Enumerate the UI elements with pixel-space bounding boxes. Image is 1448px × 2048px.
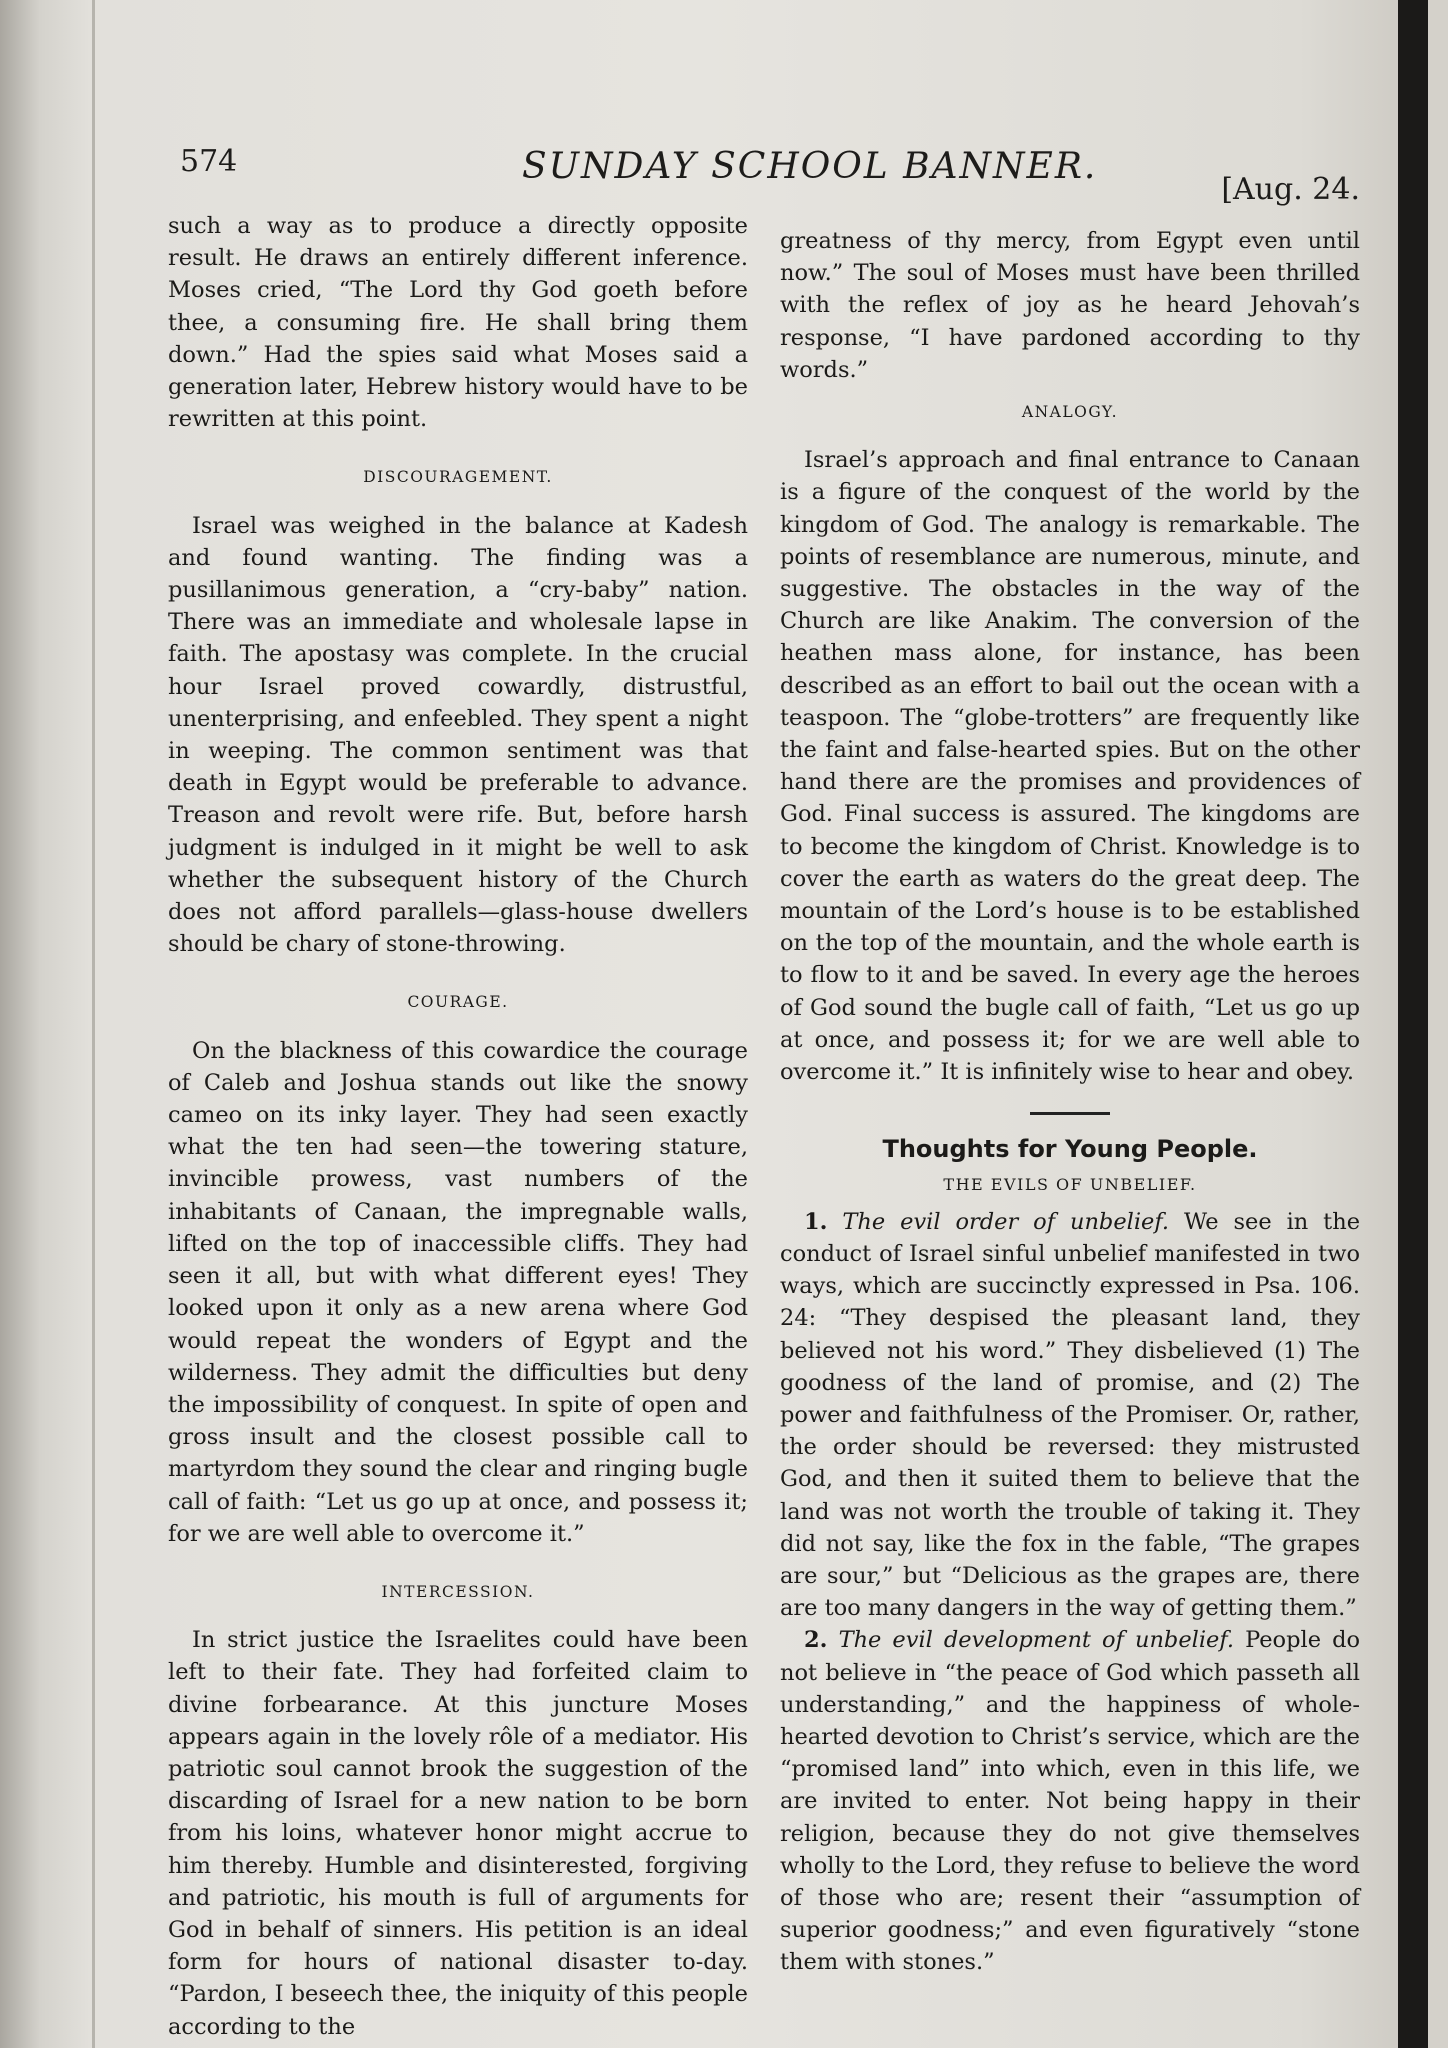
item-title: The evil development of unbelief. [838,1627,1235,1654]
page-header [180,138,1360,207]
item-number: 2. [804,1627,828,1654]
numbered-item-1 [780,1206,1360,1625]
intro-paragraph: such a way as to produce a directly opposite result. He draws an entirely different inference. Moses cried, “The Lord thy God goeth before thee, a consuming fire. He shall bring them down.” Had the spies said what Moses said a generation later, Hebrew history would have to be rewritten at this point. [168,213,748,433]
left-column [168,210,748,2043]
item-text: We see in the conduct of Israel sinful unbelief manifested in two ways, which are succinctly expressed in Psa. 106. 24: “They despised the pleasant land, they believed not his word.” They disbelieved (1) The goodness of the land of promise, and (2) The power and faithfulness of the Promiser. Or, rather, the order should be reversed: they mistrusted God, and then it suited them to believe that the land was not worth the trouble of taking it. They did not say, like the fox in the fable, “The grapes are sour,” but “Delicious as the grapes are, there are too many dangers in the way of getting them.” [780,1208,1361,1622]
right-column [780,225,1360,1979]
page-edge-shadow [92,0,95,2048]
item-title: The evil order of unbelief. [842,1208,1170,1235]
book-spine [1398,0,1428,2048]
courage-heading: COURAGE. [407,993,509,1012]
discouragement-heading: DISCOURAGEMENT. [363,468,553,487]
discouragement-paragraph: Israel was weighed in the balance at Kadesh and found wanting. The finding was a pusillanimous generation, a “cry-baby” nation. There was an immediate and wholesale lapse in faith. The apostasy was complete. In the crucial hour Israel proved cowardly, distrustful, unenterprising, and enfeebled. They spent a night in weeping. The common sentiment was that death in Egypt would be preferable to advance. Treason and revolt were rife. But, before harsh judgment is indulged in it might be well to ask whether the subsequent history of the Church does not afford parallels—glass-house dwellers should be chary of stone-throwing. [168,512,748,958]
adjacent-page-edge [1428,0,1448,2048]
feature-subtitle: THE EVILS OF UNBELIEF. [943,1175,1197,1195]
numbered-item-2 [780,1624,1360,1978]
intercession-heading: INTERCESSION. [381,1582,535,1601]
section-divider [1030,1112,1110,1115]
issue-date: [Aug. 24. [1221,172,1360,207]
analogy-heading: ANALOGY. [1021,403,1119,422]
item-text: People do not believe in “the peace of God which passeth all understanding,” and the happiness of whole-hearted devotion to Christ’s service, which are the “promised land” into which, even in this life, we are invited to enter. Not being happy in their religion, because they do not give themselves wholly to the Lord, they refuse to believe the word of those who are; resent their “assumption of superior goodness;” and even figuratively “stone them with stones.” [780,1627,1361,1976]
running-title: SUNDAY SCHOOL BANNER. [522,146,1098,187]
intercession-paragraph: In strict justice the Israelites could have been left to their fate. They had forfeited claim to divine forbearance. At this juncture Moses appears again in the lovely rôle of a mediator. His patriotic soul cannot brook the suggestion of the discarding of Israel for a new nation to be born from his loins, whatever honor might accrue to him thereby. Humble and disinterested, forgiving and patriotic, his mouth is full of arguments for God in behalf of sinners. His petition is an ideal form for hours of national disaster to-day. “Pardon, I beseech thee, the iniquity of this people according to the [168,1627,748,2040]
courage-paragraph: On the blackness of this cowardice the courage of Caleb and Joshua stands out like the snowy cameo on its inky layer. They had seen exactly what the ten had seen—the towering stature, invincible prowess, vast numbers of the inhabitants of Canaan, the impregnable walls, lifted on the top of inaccessible cliffs. They had seen it all, but with what different eyes! They looked upon it only as a new arena where God would repeat the wonders of Egypt and the wilderness. They admit the difficulties but deny the impossibility of conquest. In spite of open and gross insult and the closest possible call to martyrdom they sound the clear and ringing bugle call of faith: “Let us go up at once, and possess it; for we are well able to overcome it.” [168,1037,748,1547]
item-number: 1. [804,1208,828,1235]
continuation-paragraph: greatness of thy mercy, from Egypt even until now.” The soul of Moses must have been thrilled with the reflex of joy as he heard Jehovah’s response, “I have pardoned according to thy words.” [780,228,1360,383]
page-number: 574 [180,144,238,179]
feature-title: Thoughts for Young People. [882,1135,1258,1164]
analogy-paragraph: Israel’s approach and final entrance to Canaan is a figure of the conquest of the world by the kingdom of God. The analogy is remarkable. The points of resemblance are numerous, minute, and suggestive. The obstacles in the way of the Church are like Anakim. The conversion of the heathen mass alone, for instance, has been described as an effort to bail out the ocean with a teaspoon. The “globe-trotters” are frequently like the faint and false-hearted spies. But on the other hand there are the promises and providences of God. Final success is assured. The kingdoms are to become the kingdom of Christ. Knowledge is to cover the earth as waters do the great deep. The mountain of the Lord’s house is to be established on the top of the mountain, and the whole earth is to flow to it and be saved. In every age the heroes of God sound the bugle call of faith, “Let us go up at once, and possess it; for we are well able to overcome it.” It is infinitely wise to hear and obey. [780,447,1360,1086]
